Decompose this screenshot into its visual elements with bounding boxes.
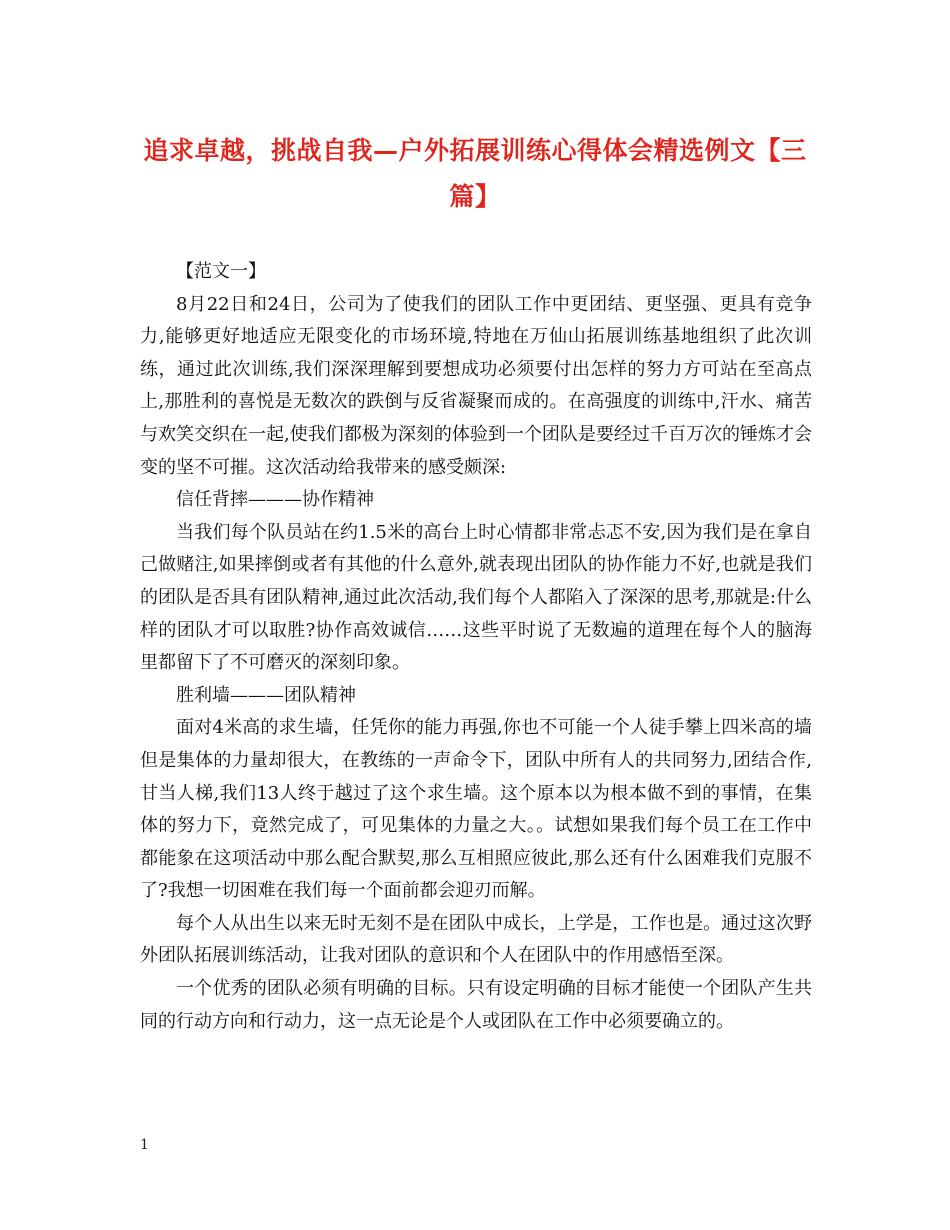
document-title: 追求卓越，挑战自我—户外拓展训练心得体会精选例文【三篇】 xyxy=(143,136,807,211)
paragraph: 一个优秀的团队必须有明确的目标。只有设定明确的目标才能使一个团队产生共同的行动方向和行动力，这一点无论是个人或团队在工作中必须要确立的。 xyxy=(140,978,812,1032)
paragraph: 当我们每个队员站在约1.5米的高台上时心情都非常忐忑不安,因为我们是在拿自己做赌注,如果摔倒或者有其他的什么意外,就表现出团队的协作能力不好,也就是我们的团队是否具有团队精神,通过此次活动,我们每个人都陷入了深深的思考,那就是:什么样的团队才可以取胜?协作高效诚信……这些平时说了无数遍的道理在每个人的脑海里都留下了不可磨灭的深刻印象。 xyxy=(140,521,812,674)
section-heading-victory-wall: 胜利墙———团队精神 xyxy=(176,684,356,706)
section-heading-trust-fall: 信任背摔———协作精神 xyxy=(176,489,374,511)
document-body xyxy=(140,256,812,1038)
paragraph-heading-example-one: 【范文一】 xyxy=(176,261,266,282)
paragraph: 8月22日和24日，公司为了使我们的团队工作中更团结、更坚强、更具有竞争力,能够更好地适应无限变化的市场环境,特地在万仙山拓展训练基地组织了此次训练，通过此次训练,我们深深理解到要想成功必须要付出怎样的努力方可站在至高点上,那胜利的喜悦是无数次的跌倒与反省凝聚而成的。在高强度的训练中,汗水、痛苦与欢笑交织在一起,使我们都极为深刻的体验到一个团队是要经过千百万次的锤炼才会变的坚不可摧。这次活动给我带来的感受颇深: xyxy=(140,293,812,478)
page-number: 1 xyxy=(140,1137,149,1153)
paragraph: 面对4米高的求生墙，任凭你的能力再强,你也不可能一个人徒手攀上四米高的墙但是集体的力量却很大，在教练的一声命令下，团队中所有人的共同努力,团结合作,甘当人梯,我们13人终于越过了这个求生墙。这个原本以为根本做不到的事情，在集体的努力下，竟然完成了，可见集体的力量之大。。试想如果我们每个员工在工作中都能象在这项活动中那么配合默契,那么互相照应彼此,那么还有什么困难我们克服不了?我想一切困难在我们每一个面前都会迎刃而解。 xyxy=(140,717,812,902)
paragraph: 每个人从出生以来无时无刻不是在团队中成长，上学是，工作也是。通过这次野外团队拓展训练活动，让我对团队的意识和个人在团队中的作用感悟至深。 xyxy=(140,912,812,967)
